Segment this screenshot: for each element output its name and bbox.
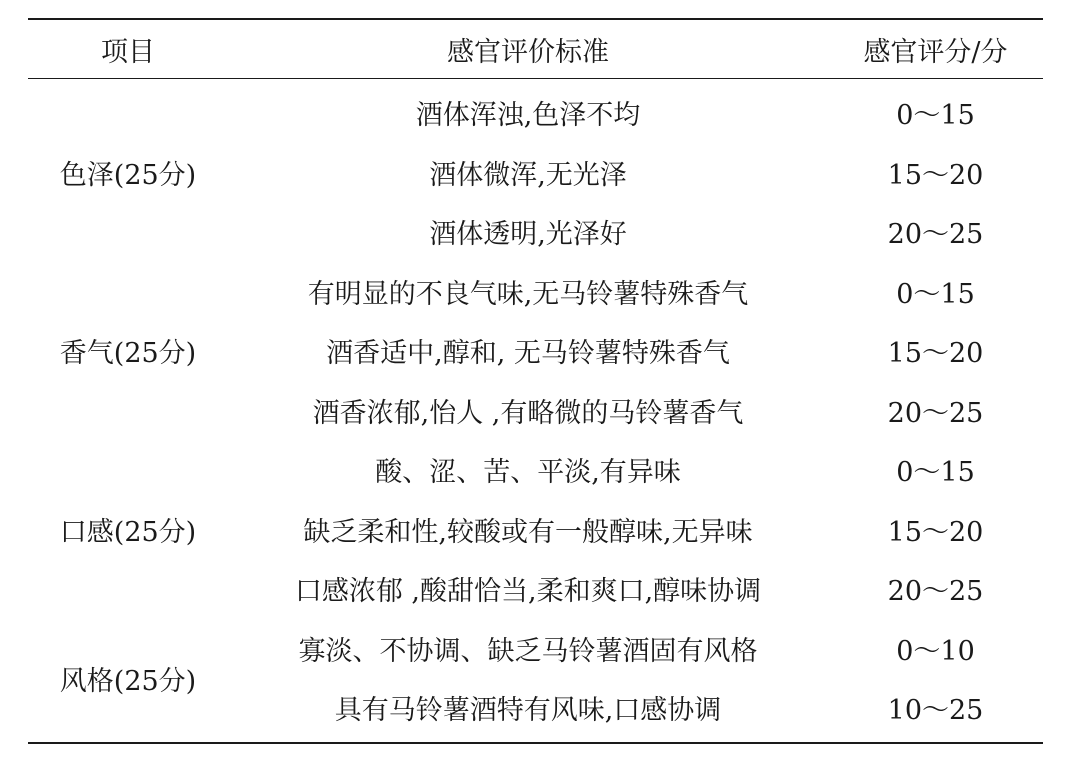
criteria-cell: 酒体浑浊,色泽不均	[415, 100, 641, 132]
table-row	[228, 440, 1043, 500]
sensory-evaluation-table	[28, 18, 1043, 744]
score-cell: 20～25	[887, 576, 984, 608]
table-row	[228, 321, 1043, 381]
table-row	[228, 262, 1043, 322]
score-cell: 15～20	[887, 516, 984, 548]
criteria-cell: 酒香适中,醇和, 无马铃薯特殊香气	[326, 338, 730, 370]
table-row	[228, 500, 1043, 560]
group-label: 口感(25分)	[59, 516, 197, 548]
score-cell: 15～20	[887, 159, 984, 191]
score-cell: 20～25	[887, 397, 984, 429]
group-label: 色泽(25分)	[59, 159, 197, 191]
criteria-cell: 具有马铃薯酒特有风味,口感协调	[334, 695, 722, 727]
criteria-cell: 酒香浓郁,怡人 ,有略微的马铃薯香气	[312, 397, 744, 429]
group-taste	[28, 440, 1043, 619]
score-cell: 0～15	[896, 457, 975, 489]
table-bottom-rule	[28, 742, 1043, 744]
group-label: 香气(25分)	[59, 338, 197, 370]
table-body	[28, 79, 1043, 742]
table-row	[228, 619, 1043, 679]
criteria-cell: 寡淡、不协调、缺乏马铃薯酒固有风格	[298, 635, 758, 667]
header-item: 项目	[101, 36, 155, 68]
criteria-cell: 缺乏柔和性,较酸或有一般醇味,无异味	[303, 516, 753, 548]
group-color	[28, 83, 1043, 262]
group-aroma	[28, 262, 1043, 441]
criteria-cell: 酒体微浑,无光泽	[429, 159, 627, 191]
header-score: 感官评分/分	[863, 36, 1008, 68]
score-cell: 15～20	[887, 338, 984, 370]
table-row	[228, 559, 1043, 619]
score-cell: 0～15	[896, 278, 975, 310]
score-cell: 0～10	[896, 635, 975, 667]
table-row	[228, 83, 1043, 143]
score-cell: 10～25	[887, 695, 984, 727]
table-row	[228, 202, 1043, 262]
criteria-cell: 口感浓郁 ,酸甜恰当,柔和爽口,醇味协调	[294, 576, 762, 608]
group-label: 风格(25分)	[59, 665, 197, 697]
criteria-cell: 酒体透明,光泽好	[429, 219, 627, 251]
table-row	[228, 678, 1043, 738]
table-row	[228, 381, 1043, 441]
table-row	[228, 143, 1043, 203]
header-criteria: 感官评价标准	[447, 36, 609, 68]
criteria-cell: 有明显的不良气味,无马铃薯特殊香气	[307, 278, 749, 310]
score-cell: 0～15	[896, 100, 975, 132]
score-cell: 20～25	[887, 219, 984, 251]
criteria-cell: 酸、涩、苦、平淡,有异味	[375, 457, 681, 489]
group-style	[28, 619, 1043, 738]
table-header-row	[28, 20, 1043, 78]
